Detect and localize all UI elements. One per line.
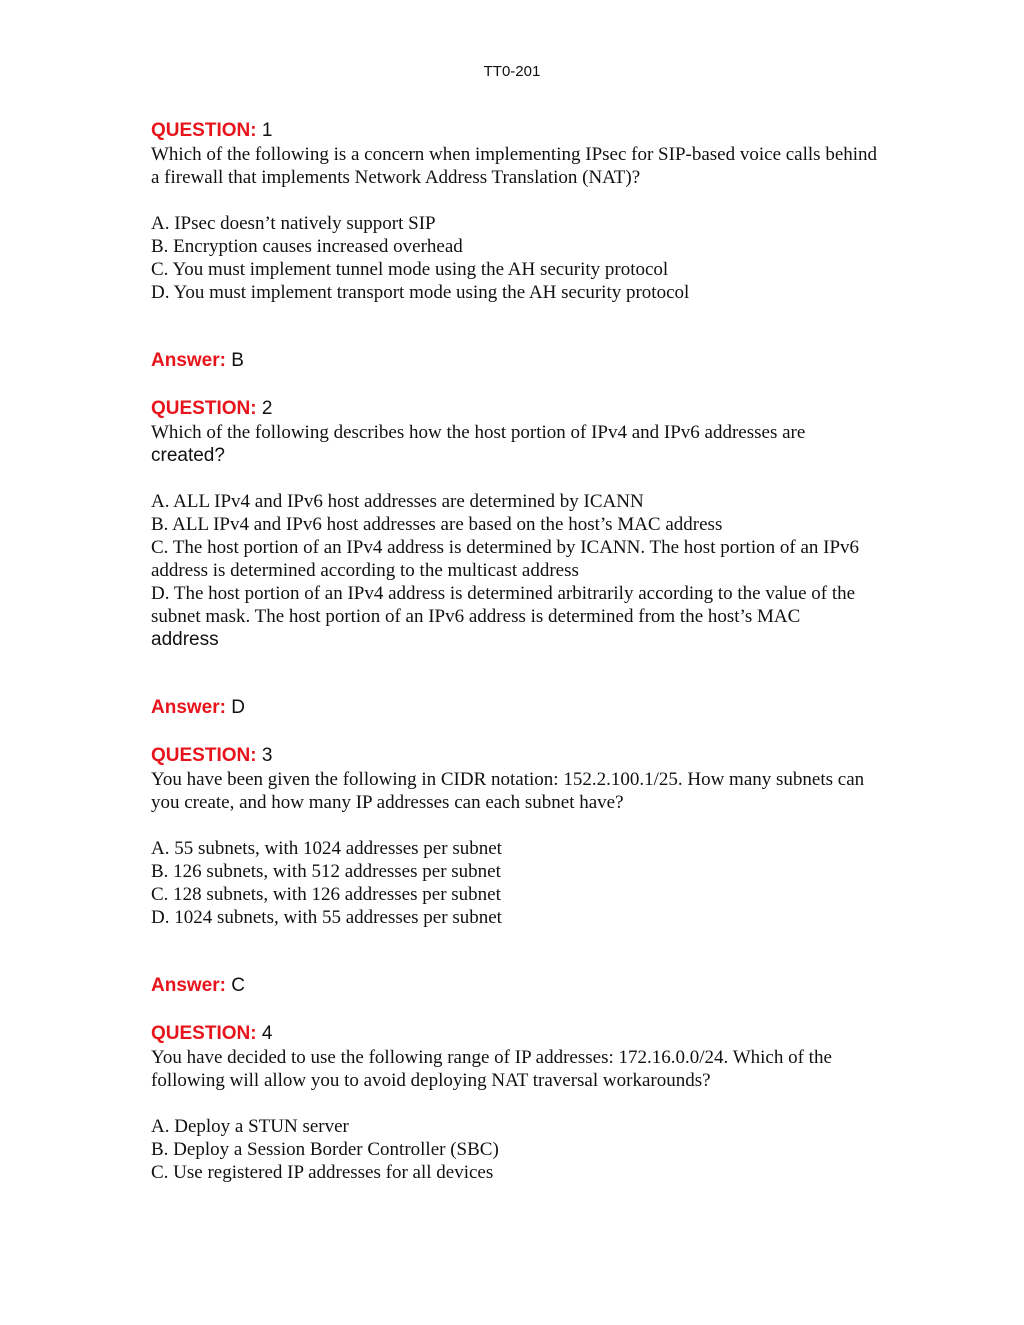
question-number: 3 [261, 745, 273, 766]
question-label: QUESTION: [151, 398, 257, 419]
question-block-3 [151, 743, 881, 998]
question-text: You have decided to use the following range of IP addresses: 172.16.0.0/24. Which of the following will allow you to avoid deploying NAT traversal workarounds? [151, 1047, 832, 1091]
option-d: D. You must implement transport mode using the AH security protocol [151, 282, 690, 303]
option-a: A. IPsec doesn’t natively support SIP [151, 213, 436, 234]
option-c: C. The host portion of an IPv4 address is determined by ICANN. The host portion of an IPv6 address is determined according to the multicast address [151, 537, 860, 581]
question-text: You have been given the following in CIDR notation: 152.2.100.1/25. How many subnets can you create, and how many IP addresses can each subnet have? [151, 769, 865, 813]
option-list [151, 490, 881, 651]
question-block-1 [151, 118, 881, 373]
question-text: Which of the following is a concern when implementing IPsec for SIP-based voice calls behind a firewall that implements Network Address Translation (NAT)? [151, 144, 878, 188]
question-text-main: Which of the following describes how the host portion of IPv4 and IPv6 addresses are [151, 422, 806, 443]
option-list [151, 1115, 881, 1184]
option-c: C. 128 subnets, with 126 addresses per subnet [151, 884, 501, 905]
option-list [151, 212, 881, 304]
document-body [151, 118, 881, 1184]
answer-line [151, 695, 881, 720]
answer-label: Answer: [151, 975, 226, 996]
option-b: B. ALL IPv4 and IPv6 host addresses are based on the host’s MAC address [151, 514, 723, 535]
answer-value: B [231, 350, 244, 371]
question-label: QUESTION: [151, 1023, 257, 1044]
answer-label: Answer: [151, 697, 226, 718]
question-text [151, 421, 881, 467]
question-text-tail: created? [151, 445, 225, 466]
option-c: C. You must implement tunnel mode using the AH security protocol [151, 259, 669, 280]
question-heading [151, 118, 881, 143]
option-c: C. Use registered IP addresses for all devices [151, 1162, 494, 1183]
option-a: A. Deploy a STUN server [151, 1116, 349, 1137]
option-d-tail: address [151, 629, 219, 650]
question-heading [151, 1021, 881, 1046]
question-label: QUESTION: [151, 745, 257, 766]
question-number: 2 [261, 398, 273, 419]
option-b: B. Deploy a Session Border Controller (SBC) [151, 1139, 499, 1160]
option-d-text: D. The host portion of an IPv4 address is determined arbitrarily according to the value of the subnet mask. The host portion of an IPv6 address is determined from the host’s MAC [151, 583, 856, 627]
question-block-2 [151, 396, 881, 720]
question-label: QUESTION: [151, 120, 257, 141]
option-d [151, 582, 881, 651]
question-number: 4 [261, 1023, 273, 1044]
answer-value: C [231, 975, 245, 996]
question-block-4 [151, 1021, 881, 1184]
answer-value: D [231, 697, 245, 718]
question-heading [151, 743, 881, 768]
answer-line [151, 973, 881, 998]
page-header: TT0-201 [483, 63, 541, 80]
answer-line [151, 348, 881, 373]
option-list [151, 837, 881, 929]
option-d: D. 1024 subnets, with 55 addresses per subnet [151, 907, 502, 928]
answer-label: Answer: [151, 350, 226, 371]
option-a: A. 55 subnets, with 1024 addresses per subnet [151, 838, 502, 859]
option-b: B. 126 subnets, with 512 addresses per subnet [151, 861, 501, 882]
option-a: A. ALL IPv4 and IPv6 host addresses are determined by ICANN [151, 491, 644, 512]
option-b: B. Encryption causes increased overhead [151, 236, 463, 257]
question-number: 1 [261, 120, 273, 141]
question-heading [151, 396, 881, 421]
